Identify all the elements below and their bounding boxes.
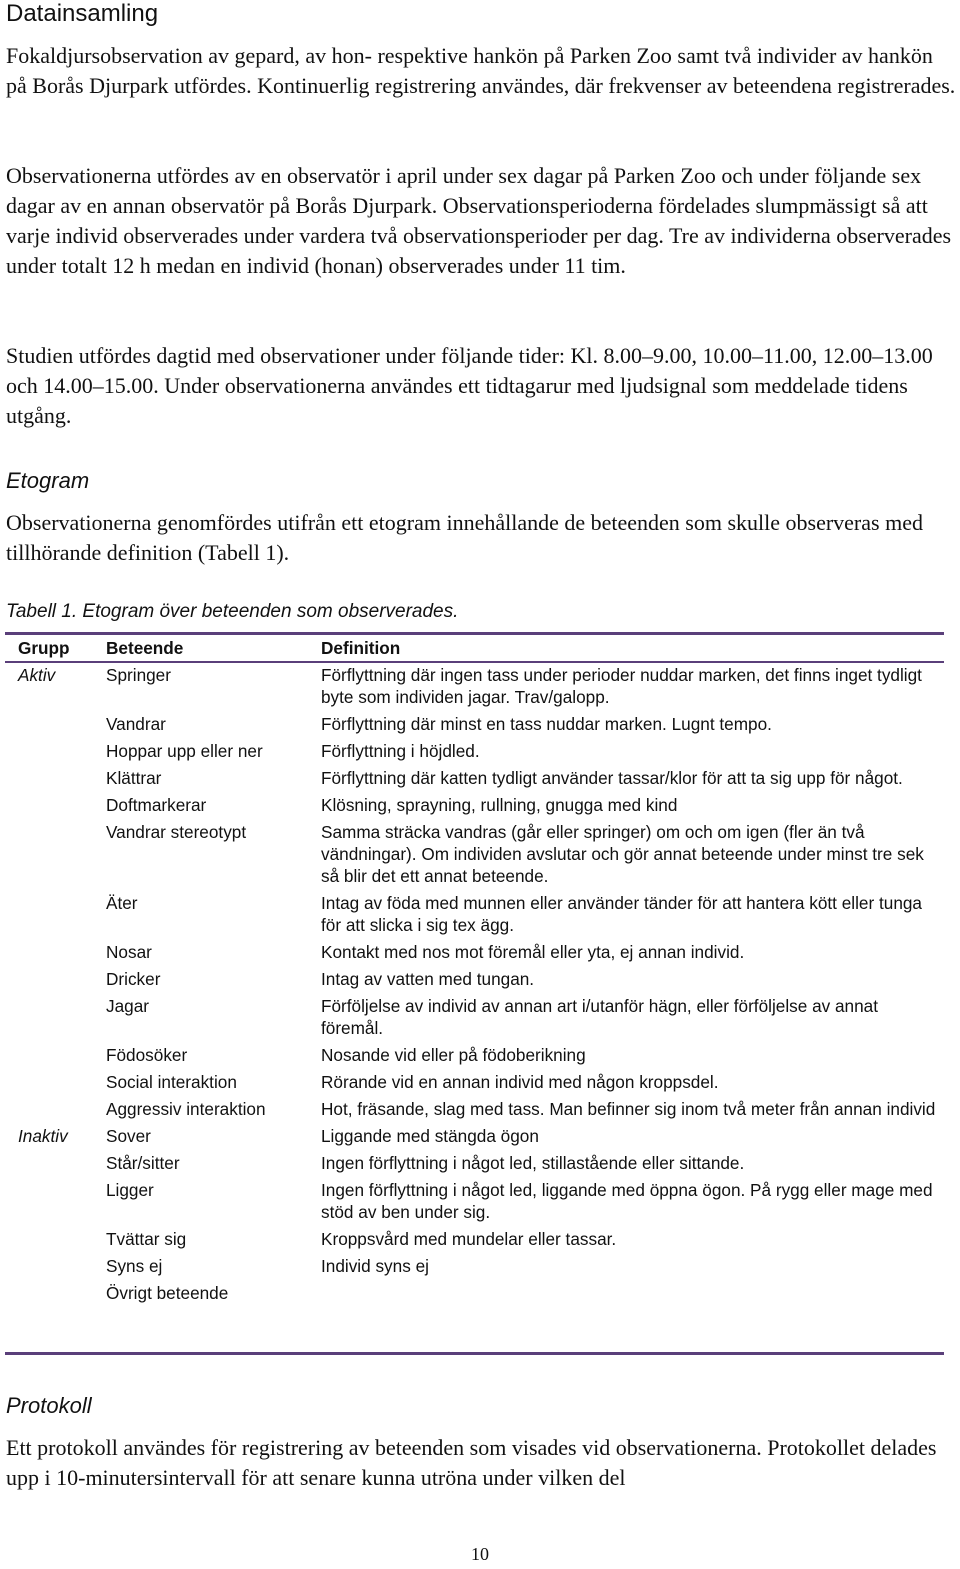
row-definition: Klösning, sprayning, rullning, gnugga med kind bbox=[321, 795, 678, 815]
row-behavior: Står/sitter bbox=[106, 1153, 180, 1173]
row-definition bbox=[321, 1282, 944, 1309]
table-row bbox=[6, 968, 944, 995]
table-row bbox=[6, 767, 944, 794]
paragraph-datainsamling-1: Fokaldjursobservation av gepard, av hon- respektive hankön på Parken Zoo samt två individer av hankön på Borås Djurpark utfördes. Kontinuerlig registrering användes, där frekvenser av beteendena registrerades. bbox=[6, 43, 956, 98]
row-group bbox=[6, 1255, 106, 1282]
header-behavior: Beteende bbox=[106, 638, 184, 658]
row-definition: Liggande med stängda ögon bbox=[321, 1126, 539, 1146]
row-definition: Förföljelse av individ av annan art i/utanför hägn, eller förföljelse av annat föremål. bbox=[321, 996, 879, 1038]
table-bottom-rule bbox=[5, 1352, 944, 1355]
table-caption: Tabell 1. Etogram över beteenden som observerades. bbox=[6, 601, 459, 622]
row-group bbox=[6, 1152, 106, 1179]
header-group: Grupp bbox=[18, 638, 70, 658]
table-row bbox=[6, 794, 944, 821]
row-group: Inaktiv bbox=[18, 1126, 68, 1146]
row-behavior: Springer bbox=[106, 665, 171, 685]
header-definition: Definition bbox=[321, 638, 401, 658]
row-behavior: Dricker bbox=[106, 969, 161, 989]
row-definition: Nosande vid eller på födoberikning bbox=[321, 1045, 586, 1065]
row-behavior: Jagar bbox=[106, 996, 149, 1016]
table-row bbox=[6, 1152, 944, 1179]
row-behavior: Vandrar bbox=[106, 714, 166, 734]
row-definition: Förflyttning i höjdled. bbox=[321, 741, 480, 761]
row-definition: Ingen förflyttning i något led, liggande med öppna ögon. På rygg eller mage med stöd av ben under sig. bbox=[321, 1180, 933, 1222]
table-row bbox=[6, 1228, 944, 1255]
row-behavior: Doftmarkerar bbox=[106, 795, 207, 815]
table-header-row bbox=[6, 636, 944, 664]
row-group bbox=[6, 1228, 106, 1255]
row-group bbox=[6, 740, 106, 767]
row-behavior: Social interaktion bbox=[106, 1072, 237, 1092]
etogram-table bbox=[6, 636, 944, 1309]
row-definition: Kontakt med nos mot föremål eller yta, ej annan individ. bbox=[321, 942, 745, 962]
row-definition: Hot, fräsande, slag med tass. Man befinner sig inom två meter från annan individ bbox=[321, 1099, 936, 1119]
row-behavior: Vandrar stereotypt bbox=[106, 822, 247, 842]
row-behavior: Klättrar bbox=[106, 768, 162, 788]
row-definition: Individ syns ej bbox=[321, 1256, 429, 1276]
table-row bbox=[6, 995, 944, 1044]
row-group bbox=[6, 1044, 106, 1071]
row-behavior: Syns ej bbox=[106, 1256, 163, 1276]
row-behavior: Övrigt beteende bbox=[106, 1283, 229, 1303]
table-row bbox=[6, 892, 944, 941]
row-behavior: Hoppar upp eller ner bbox=[106, 741, 263, 761]
row-group bbox=[6, 767, 106, 794]
row-behavior: Ligger bbox=[106, 1180, 154, 1200]
table-row bbox=[6, 664, 944, 713]
row-behavior: Tvättar sig bbox=[106, 1229, 187, 1249]
row-behavior: Aggressiv interaktion bbox=[106, 1099, 266, 1119]
row-definition: Rörande vid en annan individ med någon kroppsdel. bbox=[321, 1072, 719, 1092]
table-row bbox=[6, 1282, 944, 1309]
table-row bbox=[6, 941, 944, 968]
heading-protokoll: Protokoll bbox=[6, 1393, 92, 1418]
table-row bbox=[6, 713, 944, 740]
row-behavior: Nosar bbox=[106, 942, 152, 962]
table-row bbox=[6, 1125, 944, 1152]
table-body bbox=[6, 664, 944, 1309]
table-row bbox=[6, 740, 944, 767]
row-definition: Intag av föda med munnen eller använder tänder för att hantera kött eller tunga för att slicka i sig tex ägg. bbox=[321, 893, 922, 935]
row-group bbox=[6, 995, 106, 1044]
row-group bbox=[6, 794, 106, 821]
row-definition: Intag av vatten med tungan. bbox=[321, 969, 535, 989]
table-row bbox=[6, 821, 944, 892]
table-row bbox=[6, 1255, 944, 1282]
paragraph-datainsamling-3: Studien utfördes dagtid med observationer under följande tider: Kl. 8.00–9.00, 10.00–11.00, 12.00–13.00 och 14.00–15.00. Under observationerna användes ett tidtagarur med ljudsignal som meddelade tidens utgång. bbox=[6, 343, 933, 428]
row-group bbox=[6, 1098, 106, 1125]
row-group bbox=[6, 892, 106, 941]
paragraph-datainsamling-2: Observationerna utfördes av en observatör i april under sex dagar på Parken Zoo och under följande sex dagar av en annan observatör på Borås Djurpark. Observationsperioderna fördelades slumpmässigt så att varje individ observerades under vardera två observationsperioder per dag. Tre av individerna observerades under totalt 12 h medan en individ (honan) observerades under 11 tim. bbox=[6, 163, 952, 278]
row-group: Aktiv bbox=[18, 665, 56, 685]
heading-datainsamling: Datainsamling bbox=[6, 0, 159, 27]
row-group bbox=[6, 713, 106, 740]
row-group bbox=[6, 941, 106, 968]
heading-etogram: Etogram bbox=[6, 468, 90, 493]
row-behavior: Äter bbox=[106, 893, 138, 913]
paragraph-protokoll-1: Ett protokoll användes för registrering av beteenden som visades vid observationerna. Protokollet delades upp i 10-minutersintervall för att senare kunna utröna under vilken del bbox=[6, 1435, 937, 1490]
row-group bbox=[6, 1282, 106, 1309]
row-definition: Förflyttning där ingen tass under perioder nuddar marken, det finns inget tydligt byte som individen jagar. Trav/galopp. bbox=[321, 665, 922, 707]
row-definition: Förflyttning där minst en tass nuddar marken. Lugnt tempo. bbox=[321, 714, 772, 734]
row-group bbox=[6, 1071, 106, 1098]
table-row bbox=[6, 1071, 944, 1098]
table-row bbox=[6, 1179, 944, 1228]
row-definition: Ingen förflyttning i något led, stillastående eller sittande. bbox=[321, 1153, 745, 1173]
table-row bbox=[6, 1098, 944, 1125]
page-number: 10 bbox=[471, 1544, 489, 1564]
row-definition: Samma sträcka vandras (går eller springer) om och om igen (fler än två vändningar). Om individen avslutar och gör annat beteende under minst tre sek så blir det ett annat beteende. bbox=[321, 822, 924, 886]
table-top-rule bbox=[5, 632, 944, 635]
table-row bbox=[6, 1044, 944, 1071]
row-group bbox=[6, 1179, 106, 1228]
row-group bbox=[6, 968, 106, 995]
row-behavior: Födosöker bbox=[106, 1045, 188, 1065]
row-group bbox=[6, 821, 106, 892]
row-behavior: Sover bbox=[106, 1126, 151, 1146]
row-definition: Kroppsvård med mundelar eller tassar. bbox=[321, 1229, 617, 1249]
paragraph-etogram-1: Observationerna genomfördes utifrån ett etogram innehållande de beteenden som skulle observeras med tillhörande definition (Tabell 1). bbox=[6, 510, 923, 565]
row-definition: Förflyttning där katten tydligt använder tassar/klor för att ta sig upp för något. bbox=[321, 768, 903, 788]
